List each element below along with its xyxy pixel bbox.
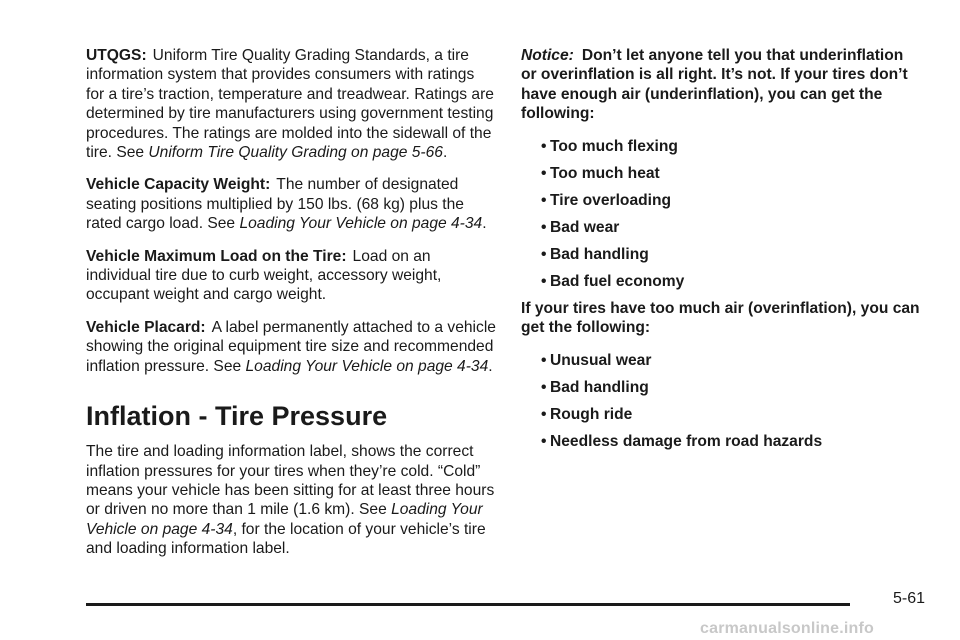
cross-reference: Loading Your Vehicle on page 4-34 [245,357,489,375]
list-item: • Bad fuel economy [541,272,921,291]
list-item: • Bad handling [541,378,921,397]
term-vehicle-maximum-load: Vehicle Maximum Load on the Tire: [86,247,347,265]
notice-paragraph [521,46,921,124]
definition-vehicle-maximum-load [86,247,496,305]
definition-text: The number of designated seating positions multiplied by 150 lbs. (68 kg) plus the rated cargo load. See [86,176,464,233]
list-item: • Rough ride [541,405,921,424]
list-item: • Bad wear [541,218,921,237]
overinflation-intro: If your tires have too much air (overinflation), you can get the following: [521,300,920,337]
list-item: • Tire overloading [541,191,921,210]
definition-text: Load on an individual tire due to curb weight, accessory weight, occupant weight and cargo weight. [86,247,442,304]
section-heading: Inflation - Tire Pressure [86,401,388,432]
definition-vehicle-placard [86,318,496,376]
list-item: • Unusual wear [541,351,921,370]
cross-reference: Loading Your Vehicle on page 4-34 [239,215,483,233]
list-item: • Too much heat [541,164,921,183]
cross-reference: Loading Your Vehicle on page 4-34 [86,501,483,538]
watermark: carmanualsonline.info [700,620,875,637]
underinflation-list [521,137,921,291]
list-item: • Too much flexing [541,137,921,156]
cross-reference: Uniform Tire Quality Grading on page 5-66 [148,144,443,162]
definition-text: Uniform Tire Quality Grading Standards, a tire information system that provides consumers with ratings for a tire’s traction, temperature and treadwear. Ratings are determined by tire manufacturers using government testing procedures. The ratings are molded into the sidewall of the tire. See [86,47,494,162]
right-column [521,46,921,459]
page-number: 5-61 [893,590,926,607]
inflation-paragraph [86,442,496,558]
definition-utqgs [86,46,496,162]
term-utqgs: UTQGS: [86,47,147,64]
term-vehicle-capacity-weight: Vehicle Capacity Weight: [86,176,271,194]
list-item: • Bad handling [541,245,921,264]
punctuation: . [488,357,493,375]
list-item: • Needless damage from road hazards [541,432,921,451]
punctuation: . [482,215,487,233]
definition-vehicle-capacity-weight [86,175,496,233]
paragraph-text: The tire and loading information label, shows the correct inflation pressures for your tires when they’re cold. “Cold” means your vehicle has been sitting for at least three hours or driven no more than 1 mile (1.6 km). See [86,443,495,519]
footer-rule [86,603,850,606]
definition-text: A label permanently attached to a vehicle showing the original equipment tire size and recommended inflation pressure. See [86,318,496,375]
overinflation-list [521,351,921,451]
notice-text: Don’t let anyone tell you that underinflation or overinflation is all right. It’s not. If your tires don’t have enough air (underinflation), you can get the following: [521,47,908,123]
left-column [86,46,496,572]
punctuation: . [442,144,448,162]
term-vehicle-placard: Vehicle Placard: [86,318,206,336]
paragraph-text-end: , for the location of your vehicle’s tire and loading information label. [86,520,486,558]
notice-label: Notice: [521,47,574,64]
